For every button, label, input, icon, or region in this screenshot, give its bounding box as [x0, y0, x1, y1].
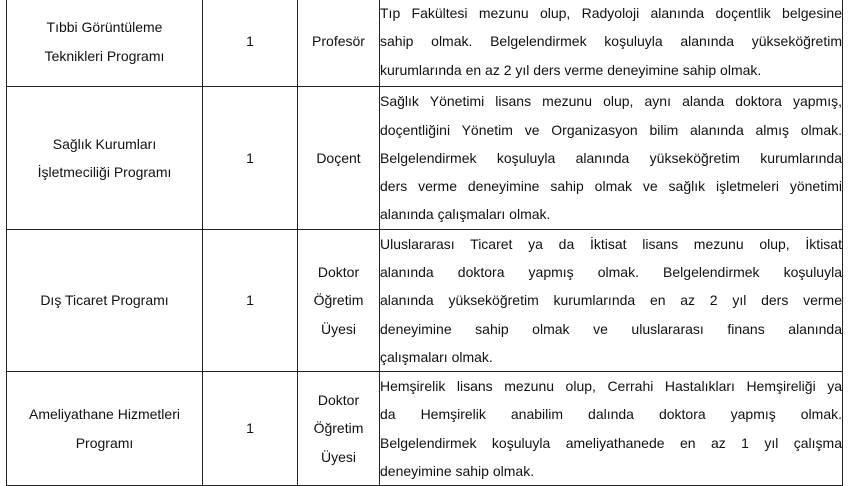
- requirement-line: Sağlık Yönetimi lisans mezunu olup, aynı alanda doktora yapmış,: [380, 93, 842, 110]
- requirement-line: alanında çalışmaları olmak.: [380, 206, 551, 223]
- requirement-line: Belgelendirmek koşuluyla alanında yükseköğretim kurumlarında: [380, 149, 842, 166]
- requirement-line: da Hemşirelik anabilim dalında doktora yapmış olmak.: [380, 406, 842, 423]
- academic-title-line: Öğretim: [313, 292, 364, 309]
- count-cell: 1: [203, 372, 298, 486]
- requirement-line: deneyimine sahip olmak.: [380, 462, 535, 479]
- academic-title-line: Doçent: [316, 149, 361, 166]
- academic-title-line: Üyesi: [320, 320, 356, 337]
- requirement-line: Tıp Fakültesi mezunu olup, Radyoloji alanında doçentlik belgesine: [380, 5, 842, 22]
- academic-title-line: Öğretim: [313, 420, 364, 437]
- requirement-cell: [380, 372, 843, 486]
- count-cell: 1: [203, 0, 298, 87]
- program-name-line: Dış Ticaret Programı: [40, 292, 169, 309]
- academic-title-cell: [298, 230, 380, 372]
- requirement-line: deneyimine sahip olmak ve uluslararası finans alanında: [380, 320, 842, 337]
- requirement-line: çalışmaları olmak.: [380, 348, 493, 365]
- program-name-line: Sağlık Kurumları: [52, 135, 157, 152]
- requirement-cell: [380, 0, 843, 87]
- program-name-line: Teknikleri Programı: [44, 47, 165, 64]
- academic-title-line: Profesör: [312, 33, 365, 50]
- academic-title-line: Üyesi: [320, 448, 356, 465]
- requirement-line: alanında yükseköğretim kurumlarında en az 2 yıl ders verme: [380, 292, 842, 309]
- academic-title-cell: [298, 0, 380, 87]
- program-name-line: İşletmeciliği Programı: [37, 164, 172, 180]
- program-name-line: Programı: [75, 434, 134, 451]
- requirement-line: doçentliğini Yönetim ve Organizasyon bilim alanında almış olmak.: [380, 121, 842, 138]
- program-cell: [7, 87, 203, 230]
- program-name-line: Tıbbi Görüntüleme: [46, 19, 163, 36]
- requirement-cell: [380, 230, 843, 372]
- positions-table: [6, 0, 843, 486]
- requirement-line: Uluslararası Ticaret ya da İktisat lisans mezunu olup, İktisat: [380, 236, 842, 252]
- table-row: [7, 0, 843, 87]
- academic-title-cell: [298, 87, 380, 230]
- table-row: [7, 372, 843, 486]
- program-cell: [7, 0, 203, 87]
- requirement-line: ders verme deneyimine sahip olmak ve sağlık işletmeleri yönetimi: [380, 178, 842, 195]
- program-cell: [7, 230, 203, 372]
- table-row: [7, 230, 843, 372]
- requirement-line: sahip olmak. Belgelendirmek koşuluyla alanında yükseköğretim: [380, 33, 842, 50]
- requirement-line: Belgelendirmek koşuluyla ameliyathanede en az 1 yıl çalışma: [380, 434, 842, 451]
- academic-title-line: Doktor: [317, 264, 360, 281]
- requirement-line: Hemşirelik lisans mezunu olup, Cerrahi Hastalıkları Hemşireliği ya: [380, 378, 842, 395]
- program-name-line: Ameliyathane Hizmetleri: [29, 406, 180, 423]
- requirement-cell: [380, 87, 843, 230]
- requirement-line: alanında doktora yapmış olmak. Belgelendirmek koşuluyla: [380, 264, 842, 281]
- academic-title-line: Doktor: [317, 392, 360, 409]
- count-cell: 1: [203, 87, 298, 230]
- table-row: [7, 87, 843, 230]
- academic-title-cell: [298, 372, 380, 486]
- program-cell: [7, 372, 203, 486]
- count-cell: 1: [203, 230, 298, 372]
- requirement-line: kurumlarında en az 2 yıl ders verme deneyimine sahip olmak.: [380, 61, 762, 78]
